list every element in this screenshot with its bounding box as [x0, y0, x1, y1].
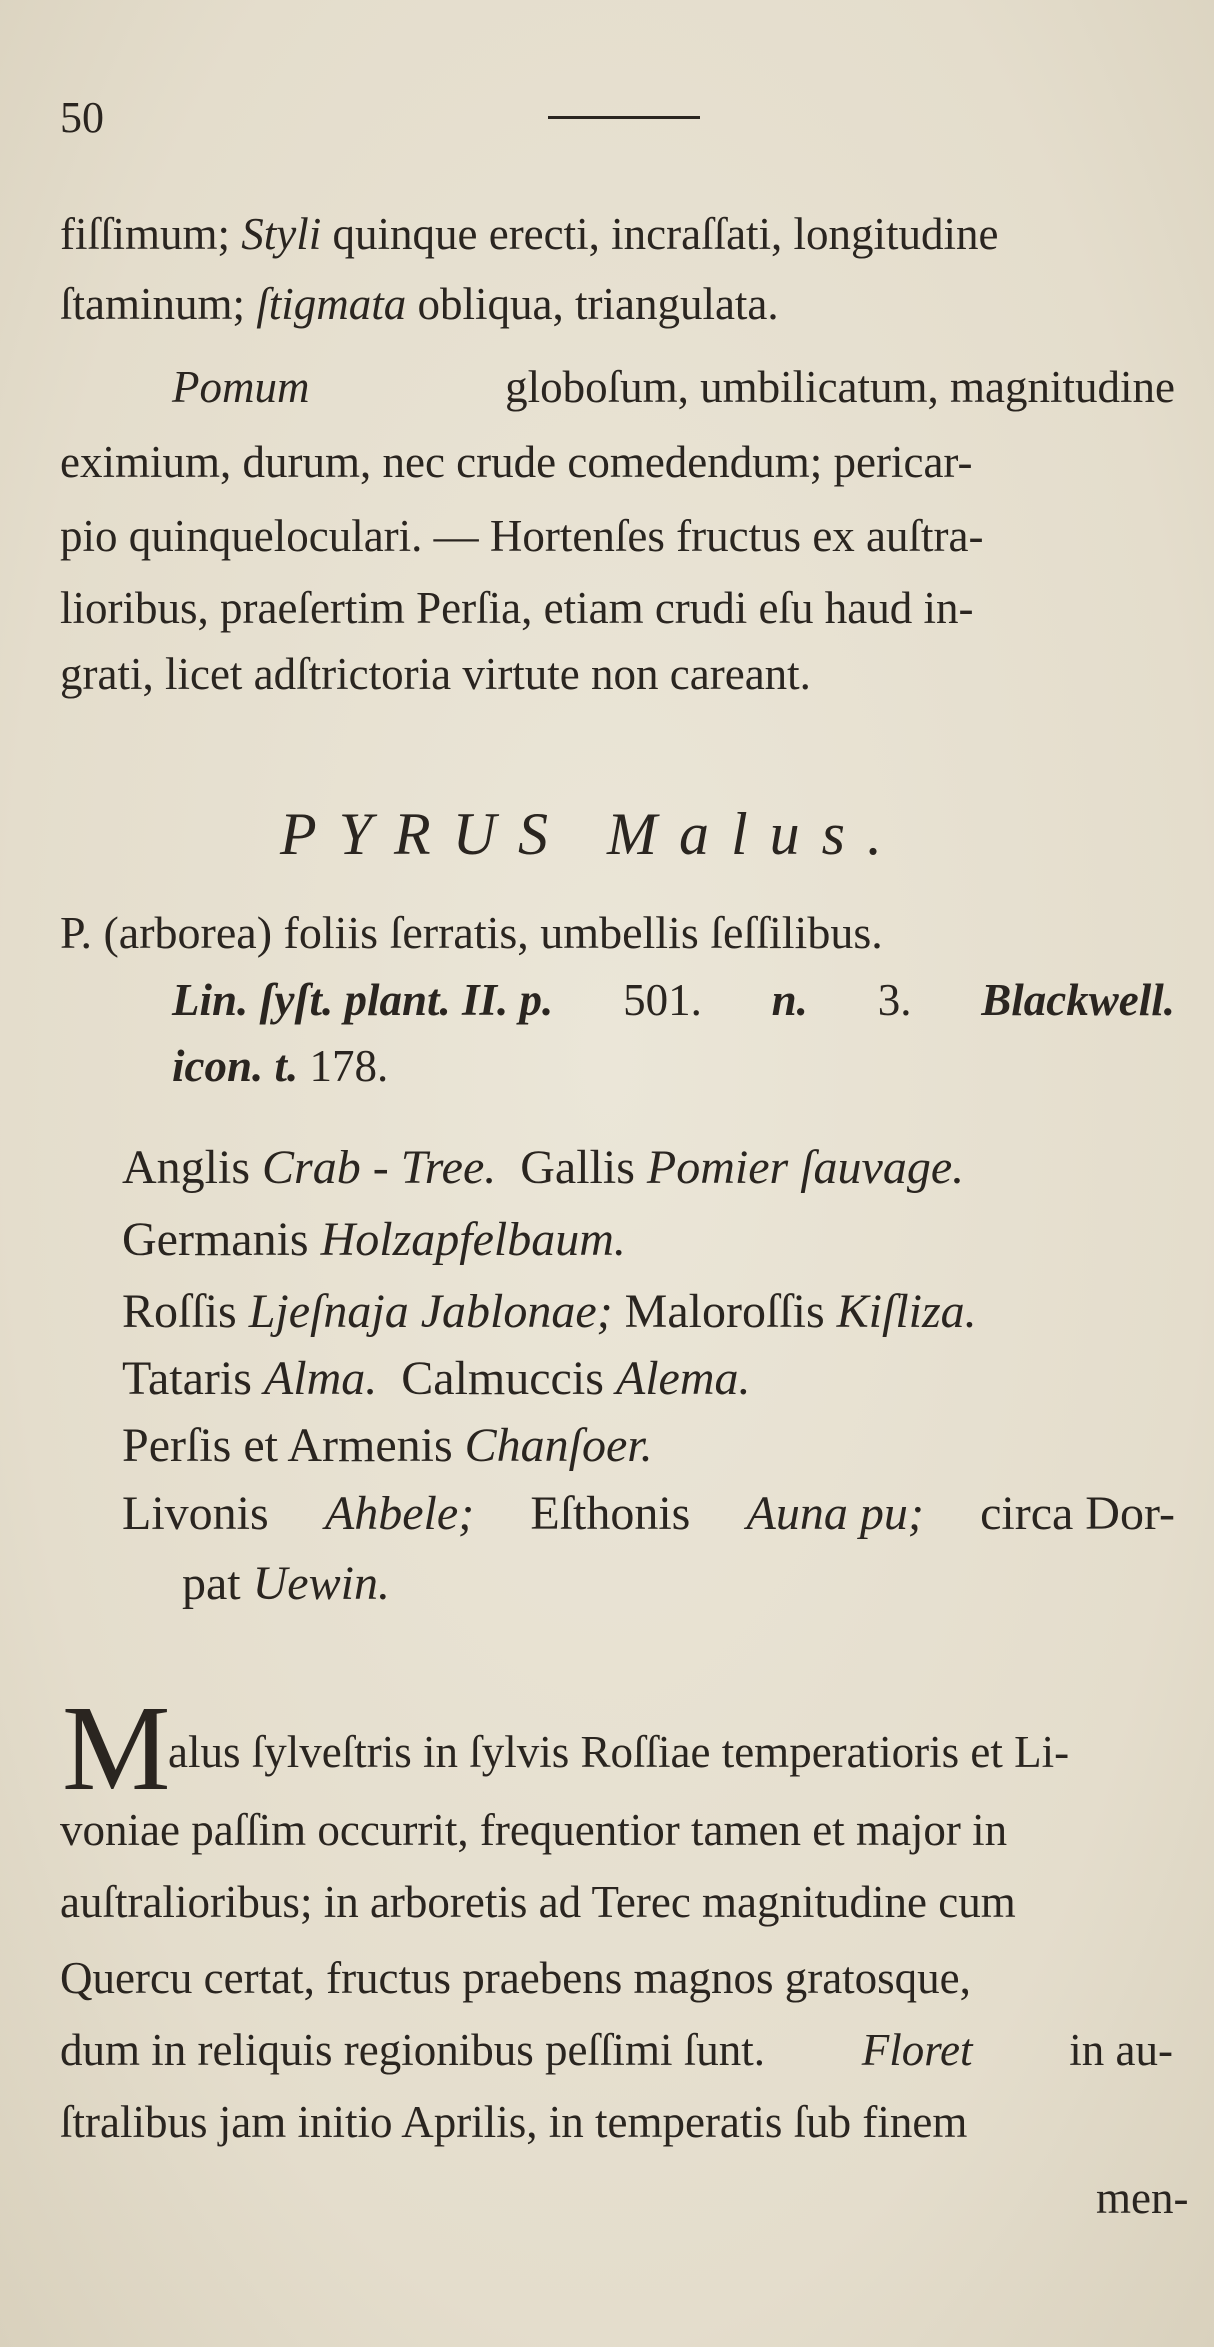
intro-line-1: fiſſimum; Styli quinque erecti, incraſſati, longitudine: [60, 209, 999, 259]
intro-line-5: pio quinqueloculari. — Hortenſes fructus ex auſtra-: [60, 511, 984, 561]
body-line-6: ſtralibus jam initio Aprilis, in temperatis ſub finem: [60, 2097, 968, 2147]
names-line-2: Germanis Holzapfelbaum.: [122, 1213, 626, 1266]
body-line-4: Quercu certat, fructus praebens magnos gratosque,: [60, 1953, 971, 2003]
catchword: men-: [1096, 2173, 1189, 2223]
body-line-5: dum in reliquis regionibus peſſimi ſunt. Floret in au-: [60, 2025, 1173, 2075]
body-line-1: alus ſylveſtris in ſylvis Roſſiae temperatioris et Li-: [168, 1727, 1070, 1777]
names-line-5: Perſis et Armenis Chanſoer.: [122, 1419, 653, 1472]
intro-line-7: grati, licet adſtrictoria virtute non careant.: [60, 649, 811, 699]
names-line-4: Tataris Alma. Calmuccis Alema.: [122, 1352, 751, 1405]
intro-line-6: lioribus, praeſertim Perſia, etiam crudi eſu haud in-: [60, 583, 974, 633]
intro-line-2: ſtaminum; ſtigmata obliqua, triangulata.: [60, 279, 779, 329]
species-heading: PYRUS Malus.: [280, 801, 904, 867]
intro-line-3: Pomum globoſum, umbilicatum, magnitudine: [172, 362, 1175, 412]
names-line-7: pat Uewin.: [182, 1557, 390, 1610]
names-line-6: Livonis Ahbele; Eſthonis Auna pu; circa Dor-: [122, 1487, 1175, 1540]
names-line-3: Roſſis Ljeſnaja Jablonae; Maloroſſis Kiſliza.: [122, 1285, 977, 1338]
diagnosis-line-2: Lin. ſyſt. plant. II. p. 501. n. 3. Blackwell.: [172, 975, 1175, 1025]
drop-cap: M: [62, 1681, 171, 1816]
diagnosis-line-3: icon. t. 178.: [172, 1041, 389, 1091]
intro-line-4: eximium, durum, nec crude comedendum; pericar-: [60, 437, 973, 487]
body-line-2: voniae paſſim occurrit, frequentior tamen et major in: [60, 1805, 1008, 1855]
names-line-1: Anglis Crab - Tree. Gallis Pomier ſauvage.: [122, 1141, 965, 1194]
diagnosis-line-1: P. (arborea) foliis ſerratis, umbellis ſeſſilibus.: [60, 907, 883, 958]
body-line-3: auſtralioribus; in arboretis ad Terec magnitudine cum: [60, 1877, 1016, 1927]
header-rule: [548, 116, 700, 119]
page-number: 50: [60, 93, 104, 142]
